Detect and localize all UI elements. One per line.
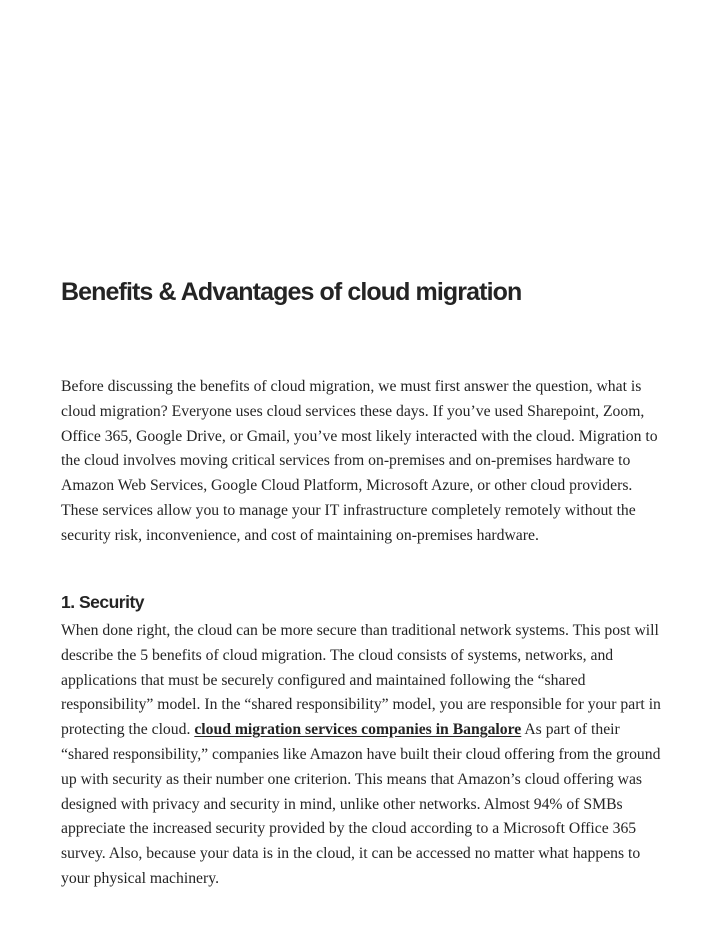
intro-paragraph: Before discussing the benefits of cloud migration, we must first answer the question, what is cloud migration? Everyone uses cloud services these days. If you’ve used Sharepoint, Zoom, Office 365, Google Drive, or Gmail, you’ve most likely interacted with the cloud. Migration to the cloud involves moving critical services from on-premises and on-premises hardware to Amazon Web Services, Google Cloud Platform, Microsoft Azure, or other cloud providers. These services allow you to manage your IT infrastructure completely remotely without the security risk, inconvenience, and cost of maintaining on-premises hardware. (61, 378, 658, 544)
security-text-before-link: When done right, the cloud can be more secure than traditional network systems. This post will describe the 5 benefits of cloud migration. The cloud consists of systems, networks, and applications that must be securely configured and maintained following the “shared responsibility” model. In the “shared responsibility” model, you are responsible for your part in protecting the cloud. (61, 622, 661, 739)
article-title: Benefits & Advantages of cloud migration (61, 278, 522, 306)
section-heading-security: 1. Security (61, 592, 145, 612)
cloud-migration-services-link[interactable]: cloud migration services companies in Bangalore (194, 721, 522, 739)
security-text-after-link: As part of their “shared responsibility,” companies like Amazon have built their cloud offering from the ground up with security as their number one criterion. This means that Amazon’s cloud offering was designed with privacy and security in mind, unlike other networks. Almost 94% of SMBs appreciate the increased security provided by the cloud according to a Microsoft Office 365 survey. Also, because your data is in the cloud, it can be accessed no matter what happens to your physical machinery. (61, 721, 661, 887)
security-paragraph (61, 619, 661, 892)
